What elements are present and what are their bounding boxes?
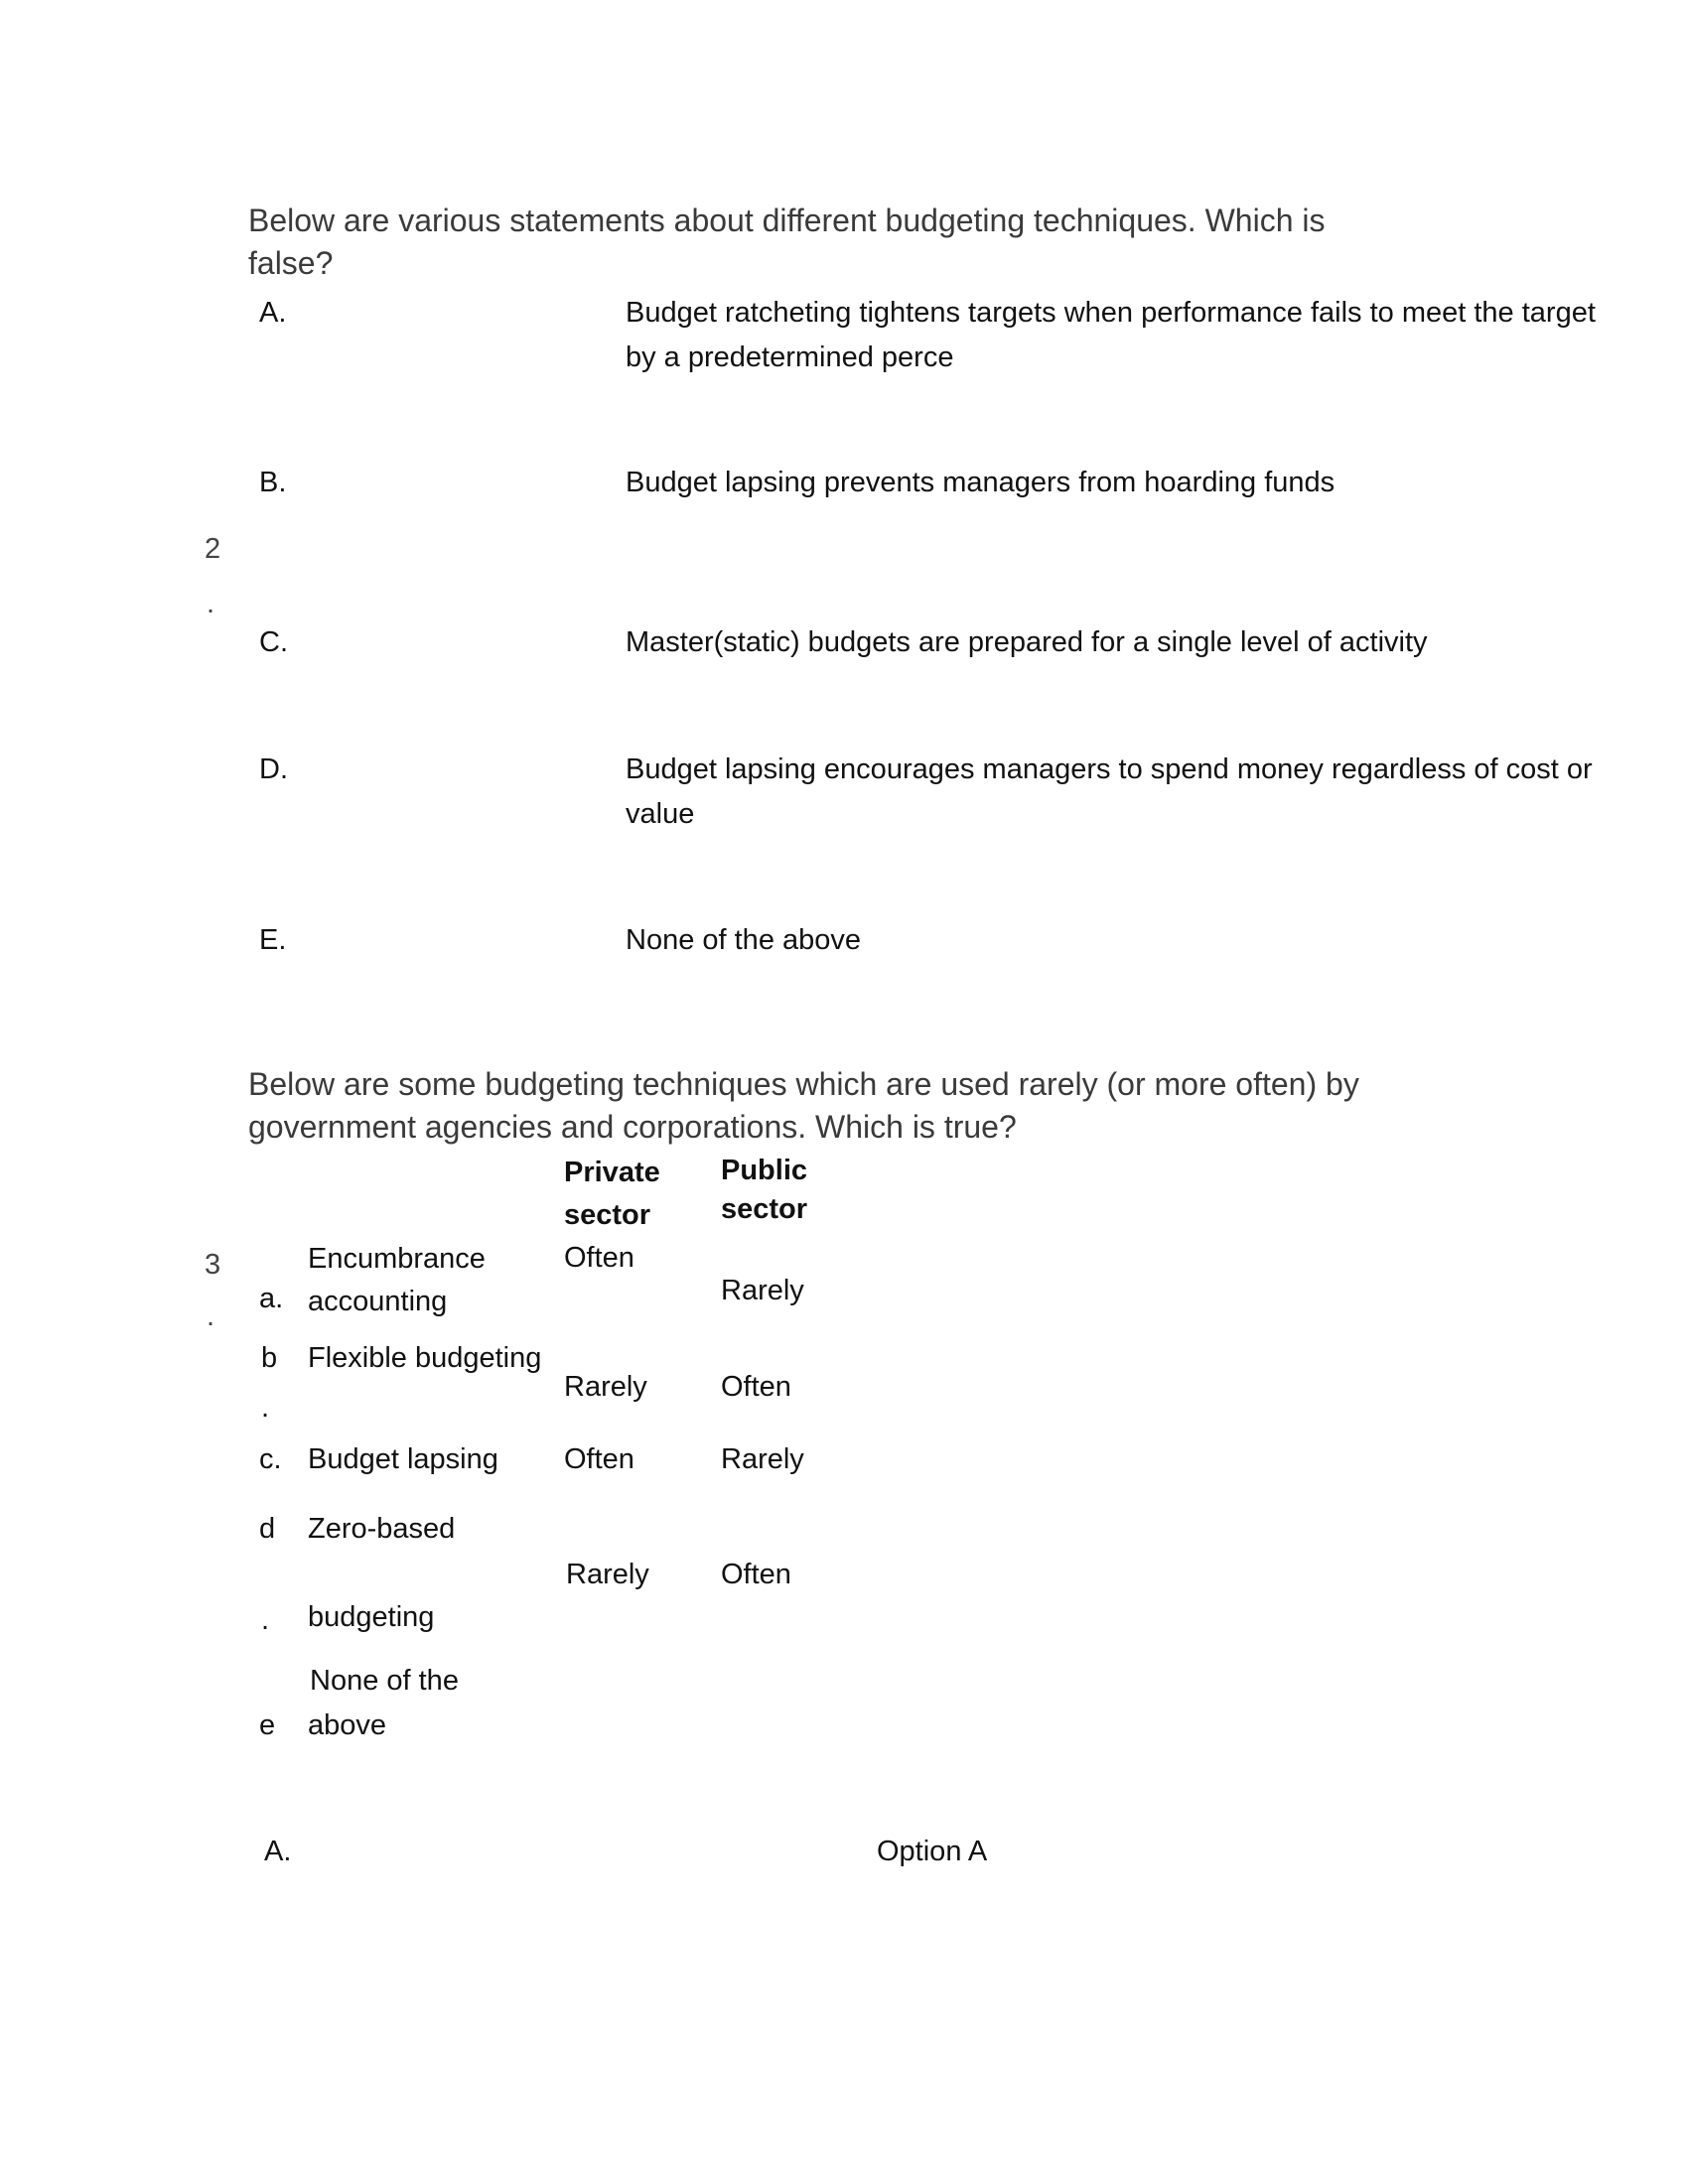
- row-b-letter: b: [261, 1342, 278, 1374]
- answer-label: A.: [264, 1836, 292, 1867]
- header-public-2: sector: [721, 1193, 808, 1225]
- option-a-text-line2: by a predetermined perce: [626, 341, 954, 373]
- row-e-name-2: above: [308, 1709, 387, 1741]
- question-3-number-dot: .: [207, 1300, 215, 1332]
- option-c-label: C.: [259, 626, 288, 658]
- option-d-label: D.: [259, 753, 288, 785]
- row-d-name-2: budgeting: [308, 1601, 435, 1633]
- option-d-text: Budget lapsing encourages managers to spend money regardless of cost or: [626, 753, 1593, 785]
- question-2-number-dot: .: [207, 588, 215, 619]
- option-b-text: Budget lapsing prevents managers from hoarding funds: [626, 467, 1336, 498]
- row-d-private: Rarely: [566, 1559, 649, 1590]
- option-c-text: Master(static) budgets are prepared for a single level of activity: [626, 626, 1428, 658]
- row-d-name: Zero-based: [308, 1513, 456, 1545]
- header-private-2: sector: [564, 1199, 651, 1231]
- row-c-public: Rarely: [721, 1443, 804, 1475]
- option-e-text: None of the above: [626, 924, 862, 956]
- row-e-letter: e: [259, 1709, 276, 1741]
- option-d-text-line2: value: [626, 798, 695, 830]
- row-d-letter-dot: .: [261, 1604, 270, 1636]
- row-a-name-2: accounting: [308, 1286, 448, 1317]
- row-b-private: Rarely: [564, 1371, 647, 1403]
- row-c-private: Often: [564, 1443, 634, 1475]
- row-c-letter: c.: [259, 1443, 282, 1475]
- row-b-public: Often: [721, 1371, 791, 1403]
- row-b-name: Flexible budgeting: [308, 1342, 542, 1374]
- question-2-number: 2: [205, 533, 221, 565]
- question-3-number: 3: [205, 1249, 221, 1281]
- answer-text: Option A: [877, 1836, 988, 1867]
- row-d-public: Often: [721, 1559, 791, 1590]
- row-b-letter-dot: .: [261, 1392, 270, 1424]
- row-a-letter: a.: [259, 1283, 284, 1314]
- row-d-letter: d: [259, 1513, 276, 1545]
- header-private: Private: [564, 1157, 660, 1188]
- row-a-public: Rarely: [721, 1275, 804, 1306]
- option-a-text: Budget ratcheting tightens targets when performance fails to meet the target: [626, 297, 1596, 329]
- question-2-title-line1: Below are various statements about different budgeting techniques. Which is: [248, 203, 1326, 238]
- option-b-label: B.: [259, 467, 287, 498]
- row-a-private: Often: [564, 1242, 634, 1274]
- option-a-label: A.: [259, 297, 287, 329]
- question-2-title-line2: false?: [248, 245, 334, 281]
- header-public: Public: [721, 1155, 808, 1186]
- row-a-name: Encumbrance: [308, 1243, 486, 1275]
- row-c-name: Budget lapsing: [308, 1443, 498, 1475]
- option-e-label: E.: [259, 924, 287, 956]
- question-3-title-line2: government agencies and corporations. Which is true?: [248, 1109, 1017, 1145]
- question-3-title-line1: Below are some budgeting techniques which are used rarely (or more often) by: [248, 1066, 1359, 1102]
- row-e-name: None of the: [310, 1665, 459, 1697]
